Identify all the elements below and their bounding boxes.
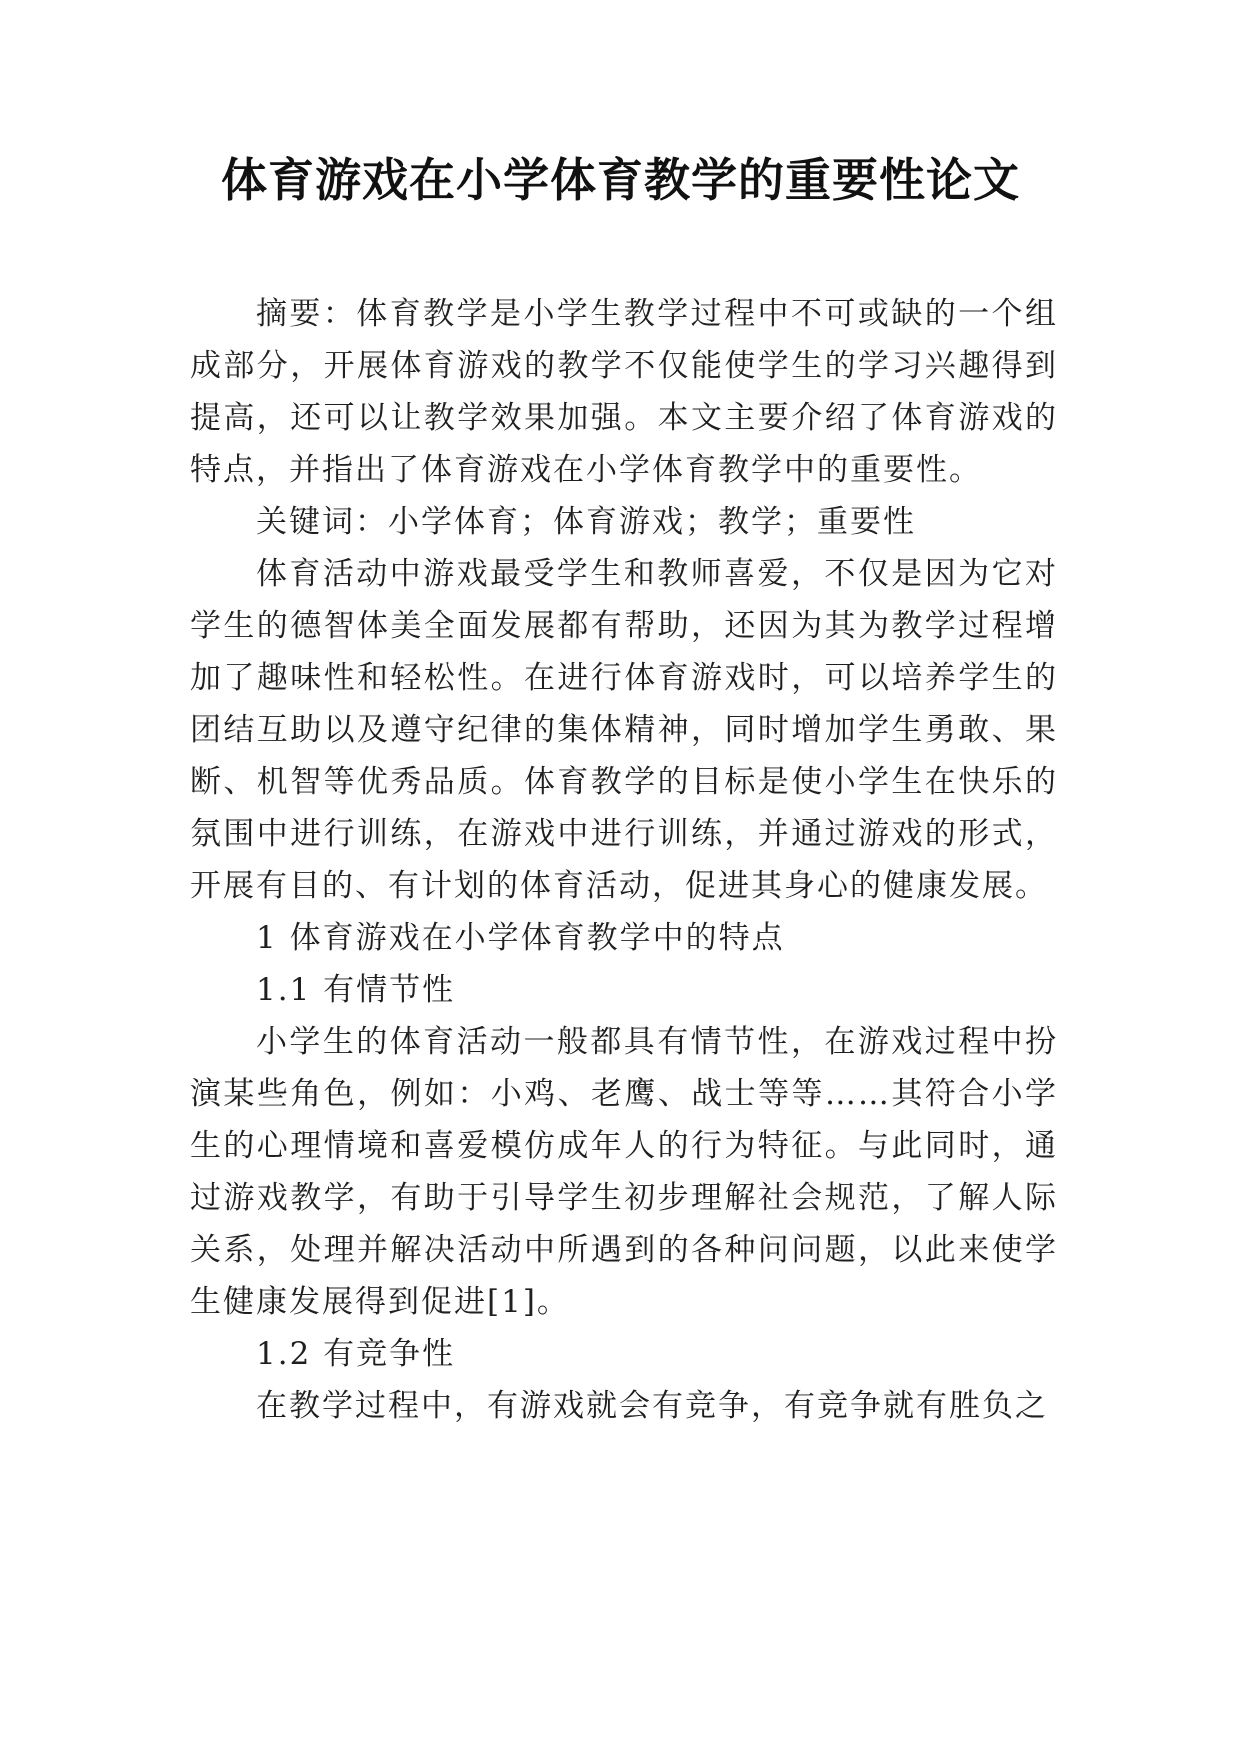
intro-paragraph: 体育活动中游戏最受学生和教师喜爱，不仅是因为它对学生的德智体美全面发展都有帮助，还因为其为教学过程增加了趣味性和轻松性。在进行体育游戏时，可以培养学生的团结互助以及遵守纪律的集体精神，同时增加学生勇敢、果断、机智等优秀品质。体育教学的目标是使小学生在快乐的氛围中进行训练，在游戏中进行训练，并通过游戏的形式，开展有目的、有计划的体育活动，促进其身心的健康发展。 [190, 556, 1058, 904]
section-1-heading: 1 体育游戏在小学体育教学中的特点 [256, 920, 785, 956]
section-1-1-paragraph: 小学生的体育活动一般都具有情节性，在游戏过程中扮演某些角色，例如：小鸡、老鹰、战士等等……其符合小学生的心理情境和喜爱模仿成年人的行为特征。与此同时，通过游戏教学，有助于引导学生初步理解社会规范，了解人际关系，处理并解决活动中所遇到的各种问问题，以此来使学生健康发展得到促进[1]。 [190, 1024, 1058, 1320]
section-1-2-heading: 1.2 有竞争性 [256, 1336, 456, 1372]
document-body [190, 288, 1058, 1432]
document-title: 体育游戏在小学体育教学的重要性论文 [221, 153, 1020, 207]
section-1-1-heading: 1.1 有情节性 [256, 972, 456, 1008]
keywords-paragraph: 关键词：小学体育；体育游戏；教学；重要性 [256, 504, 916, 540]
section-1-2-paragraph: 在教学过程中，有游戏就会有竞争，有竞争就有胜负之 [256, 1388, 1048, 1424]
abstract-paragraph: 摘要：体育教学是小学生教学过程中不可或缺的一个组成部分，开展体育游戏的教学不仅能使学生的学习兴趣得到提高，还可以让教学效果加强。本文主要介绍了体育游戏的特点，并指出了体育游戏在小学体育教学中的重要性。 [190, 296, 1058, 488]
